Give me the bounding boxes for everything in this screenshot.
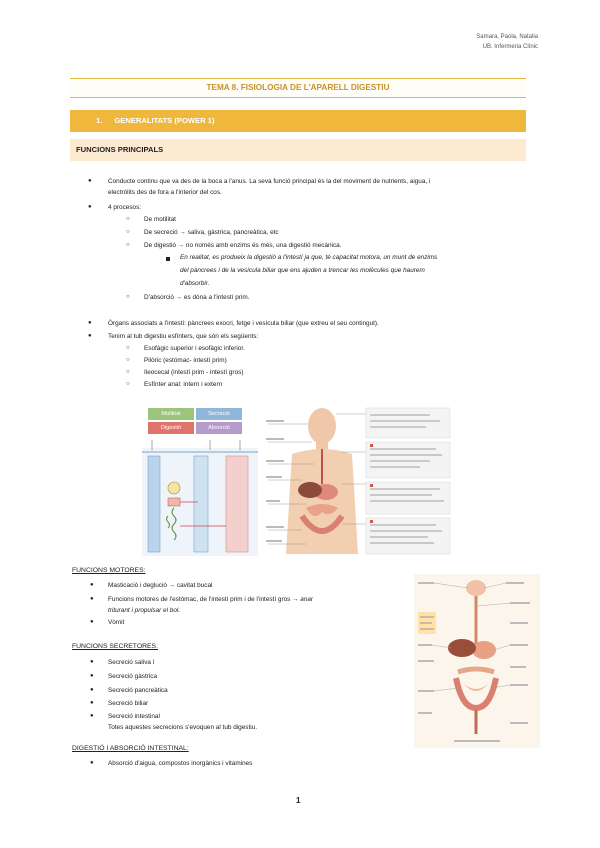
list-item: del pàncrees i de la vesícula biliar que ens ajuden a trencar les molècules que haurem [180, 267, 425, 274]
bullet-circle-icon: ○ [126, 216, 130, 222]
motors-m2-text: Funcions motores de l'estómac, de l'intestí prim i de l'intestí gros → [108, 596, 301, 603]
bullet-circle-icon: ○ [126, 381, 130, 387]
list-item: Vòmit [108, 619, 125, 626]
figure-digestive-tract [414, 574, 540, 748]
header-authors: Samara, Paola, Natalia [476, 34, 538, 40]
list-item: Conducte continu que va des de la boca a l'anus. La seva funció principal és la del moviment de nutrients, aigua, i [108, 178, 431, 185]
bullet-dot-icon: ● [90, 673, 94, 679]
figure-digestive-system [262, 404, 452, 558]
label-secrecio: Secreció [196, 408, 242, 420]
body-illustration [262, 404, 452, 558]
bullet-dot-icon: ● [90, 700, 94, 706]
list-item: Esfínter anal: intern i extern [144, 381, 223, 388]
bullet-dot-icon: ● [88, 204, 92, 210]
bullet-dot-icon: ● [88, 178, 92, 184]
bullet-dot-icon: ● [90, 760, 94, 766]
bullet-dot-icon: ● [88, 320, 92, 326]
label-motilitat: Motilitat [148, 408, 194, 420]
bullet-dot-icon: ● [90, 596, 94, 602]
gut-wall-illustration [140, 438, 260, 558]
secretors-note: Totes aquestes secrecions s'evoquen al tub digestiu. [108, 724, 258, 731]
document-title: TEMA 8. FISIOLOGIA DE L'APARELL DIGESTIU [70, 78, 526, 98]
list-item: Secreció pancreàtica [108, 687, 168, 694]
digestio-heading: DIGESTIÓ I ABSORCIÓ INTESTINAL: [72, 745, 189, 752]
list-item: En realitat, es produeix la digestió a l'intestí ja que, té capacitat motora, un munt de enzims [180, 254, 438, 261]
label-absorcio: Absorció [196, 422, 242, 434]
bullet-square-icon [166, 257, 170, 261]
bullet-circle-icon: ○ [126, 242, 130, 248]
section-heading [70, 110, 526, 132]
bullet-circle-icon: ○ [126, 357, 130, 363]
bullet-dot-icon: ● [90, 687, 94, 693]
page-number: 1 [296, 796, 301, 805]
list-item: Secreció biliar [108, 700, 149, 707]
motors-m2-italic: anar [300, 596, 314, 603]
figure-gut-wall-diagram [140, 404, 260, 558]
list-item: Tenim al tub digestiu esfínters, que són els següents: [108, 333, 259, 340]
list-item: Secreció gàstrica [108, 673, 158, 680]
motors-heading: FUNCIONS MOTORES: [72, 567, 146, 574]
list-item: De motilitat [144, 216, 176, 223]
bullet-dot-icon: ● [90, 713, 94, 719]
list-item: Absorció d'aigua, compostos inorgànics i vitamines [108, 760, 253, 767]
bullet-dot-icon: ● [90, 582, 94, 588]
list-item: Secreció saliva l [108, 659, 155, 666]
bullet-dot-icon: ● [88, 333, 92, 339]
label-digestio: Digestió [148, 422, 194, 434]
tract-illustration [414, 574, 540, 748]
list-item: Masticació i deglució → cavitat bucal [108, 582, 213, 589]
bullet-circle-icon: ○ [126, 345, 130, 351]
section-number: 1. [96, 116, 103, 125]
list-item: Ileocecal (intestí prim - intestí gros) [144, 369, 244, 376]
list-item: Esofàgic superior i esofàgic inferior. [144, 345, 245, 352]
section-title: GENERALITATS (POWER 1) [114, 116, 215, 125]
list-item: Secreció intestinal [108, 713, 160, 720]
bullet-circle-icon: ○ [126, 369, 130, 375]
list-item: De digestió → no només amb enzims és més, una digestió mecànica. [144, 242, 342, 249]
list-item: triturant i propulsar el bol. [108, 607, 181, 614]
list-item: De secreció → saliva, gàstrica, pancreàtica, etc [144, 229, 279, 236]
list-item: electròlits des de fora a l'interior del cos. [108, 189, 222, 196]
list-item: d'absorbir. [180, 280, 210, 287]
list-item: 4 procesos: [108, 204, 142, 211]
bullet-circle-icon: ○ [126, 294, 130, 300]
secretors-heading: FUNCIONS SECRETORES: [72, 643, 158, 650]
list-item: Pilòric (estómac- intestí prim) [144, 357, 227, 364]
bullet-dot-icon: ● [90, 659, 94, 665]
list-item: D'absorció → es dóna a l'intestí prim. [144, 294, 250, 301]
bullet-dot-icon: ● [90, 619, 94, 625]
list-item: Òrgans associats a l'intestí: pàncrees exocri, fetge i vesícula biliar (que extreu el seu contingut). [108, 320, 379, 327]
bullet-circle-icon: ○ [126, 229, 130, 235]
list-item [108, 594, 408, 605]
header-course: UB. Infermeria Clínic [482, 44, 538, 50]
subsection-heading: FUNCIONS PRINCIPALS [70, 139, 526, 161]
